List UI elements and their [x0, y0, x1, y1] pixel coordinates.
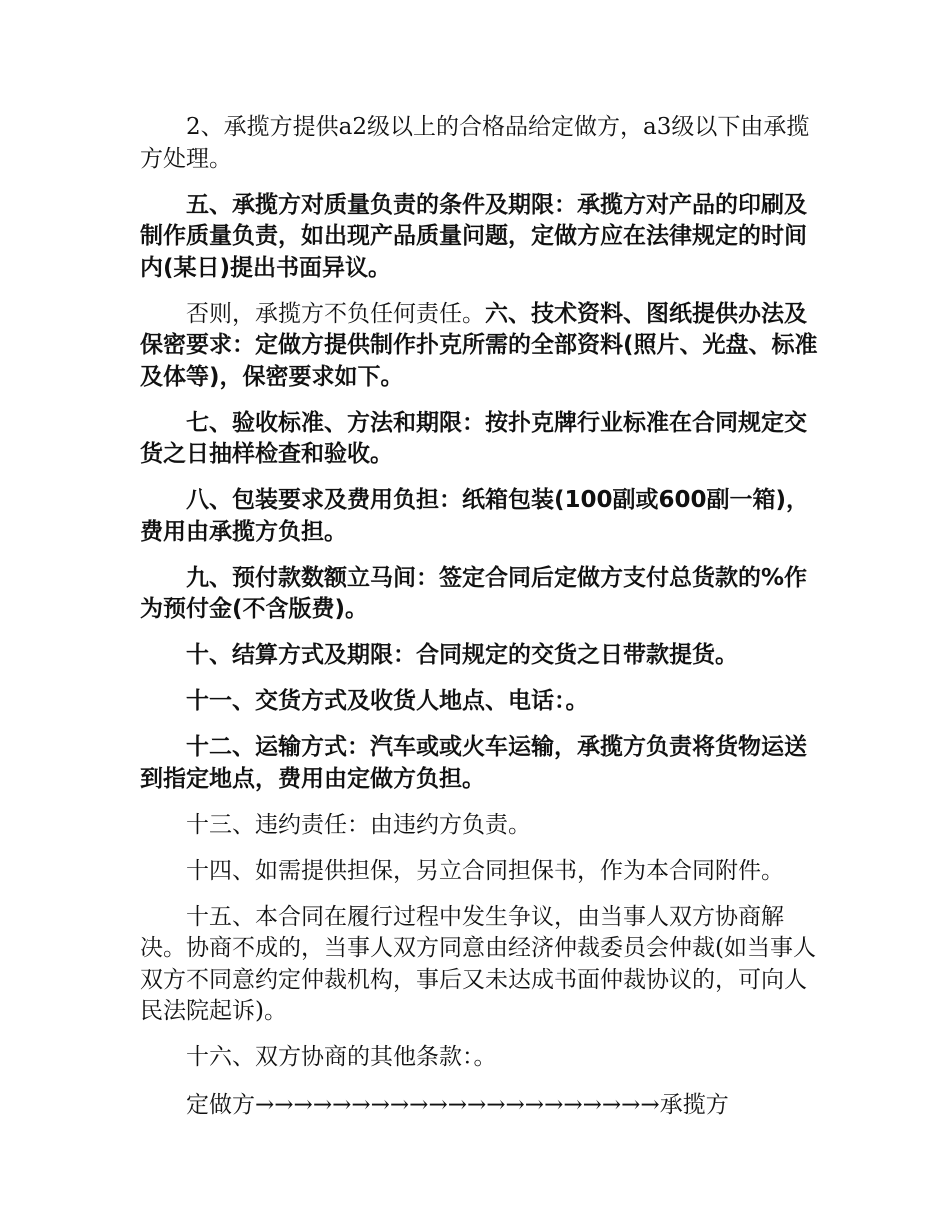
signature-line: 定做方→→→→→→→→→→→→→→→→→→→→→承揽方	[186, 1091, 729, 1118]
clause-10-settlement: 十、结算方式及期限：合同规定的交货之日带款提货。	[186, 642, 738, 668]
contract-page	[140, 112, 820, 1136]
clause-8-packaging: 八、包装要求及费用负担：纸箱包装(100副或600副一箱)，费用由承揽方负担。	[140, 487, 810, 545]
clause-6-technical-materials	[140, 299, 820, 394]
clause-quality-grade: 2、承揽方提供a2级以上的合格品给定做方，a3级以下由承揽方处理。	[140, 114, 810, 172]
clause-13-liability: 十三、违约责任：由违约方负责。	[186, 811, 531, 838]
clause-9-prepayment: 九、预付款数额立马间：签定合同后定做方支付总货款的%作为预付金(不含版费)。	[140, 564, 808, 622]
clause-11-delivery: 十一、交货方式及收货人地点、电话：。	[186, 688, 589, 714]
clause-14-guarantee: 十四、如需提供担保，另立合同担保书，作为本合同附件。	[186, 857, 784, 884]
clause-5-quality-responsibility: 五、承揽方对质量负责的条件及期限：承揽方对产品的印刷及制作质量负责，如出现产品质量问题，定做方应在法律规定的时间内(某日)提出书面异议。	[140, 191, 807, 281]
clause-12-transport: 十二、运输方式：汽车或或火车运输，承揽方负责将货物运送到指定地点，费用由定做方负担。	[140, 734, 807, 792]
clause-16-other: 十六、双方协商的其他条款：。	[186, 1044, 497, 1070]
clause-7-acceptance: 七、验收标准、方法和期限：按扑克牌行业标准在合同规定交货之日抽样检查和验收。	[140, 409, 807, 467]
clause-6-prefix: 否则，承揽方不负任何责任。	[186, 300, 485, 327]
clause-15-dispute: 十五、本合同在履行过程中发生争议，由当事人双方协商解决。协商不成的，当事人双方同意由经济仲裁委员会仲裁(如当事人双方不同意约定仲裁机构，事后又未达成书面仲裁协议的，可向人民法院起诉)。	[140, 903, 816, 1024]
clause-6-body: 六、技术资料、图纸提供办法及保密要求：定做方提供制作扑克所需的全部资料(照片、光盘、标准及体等)，保密要求如下。	[140, 300, 818, 390]
